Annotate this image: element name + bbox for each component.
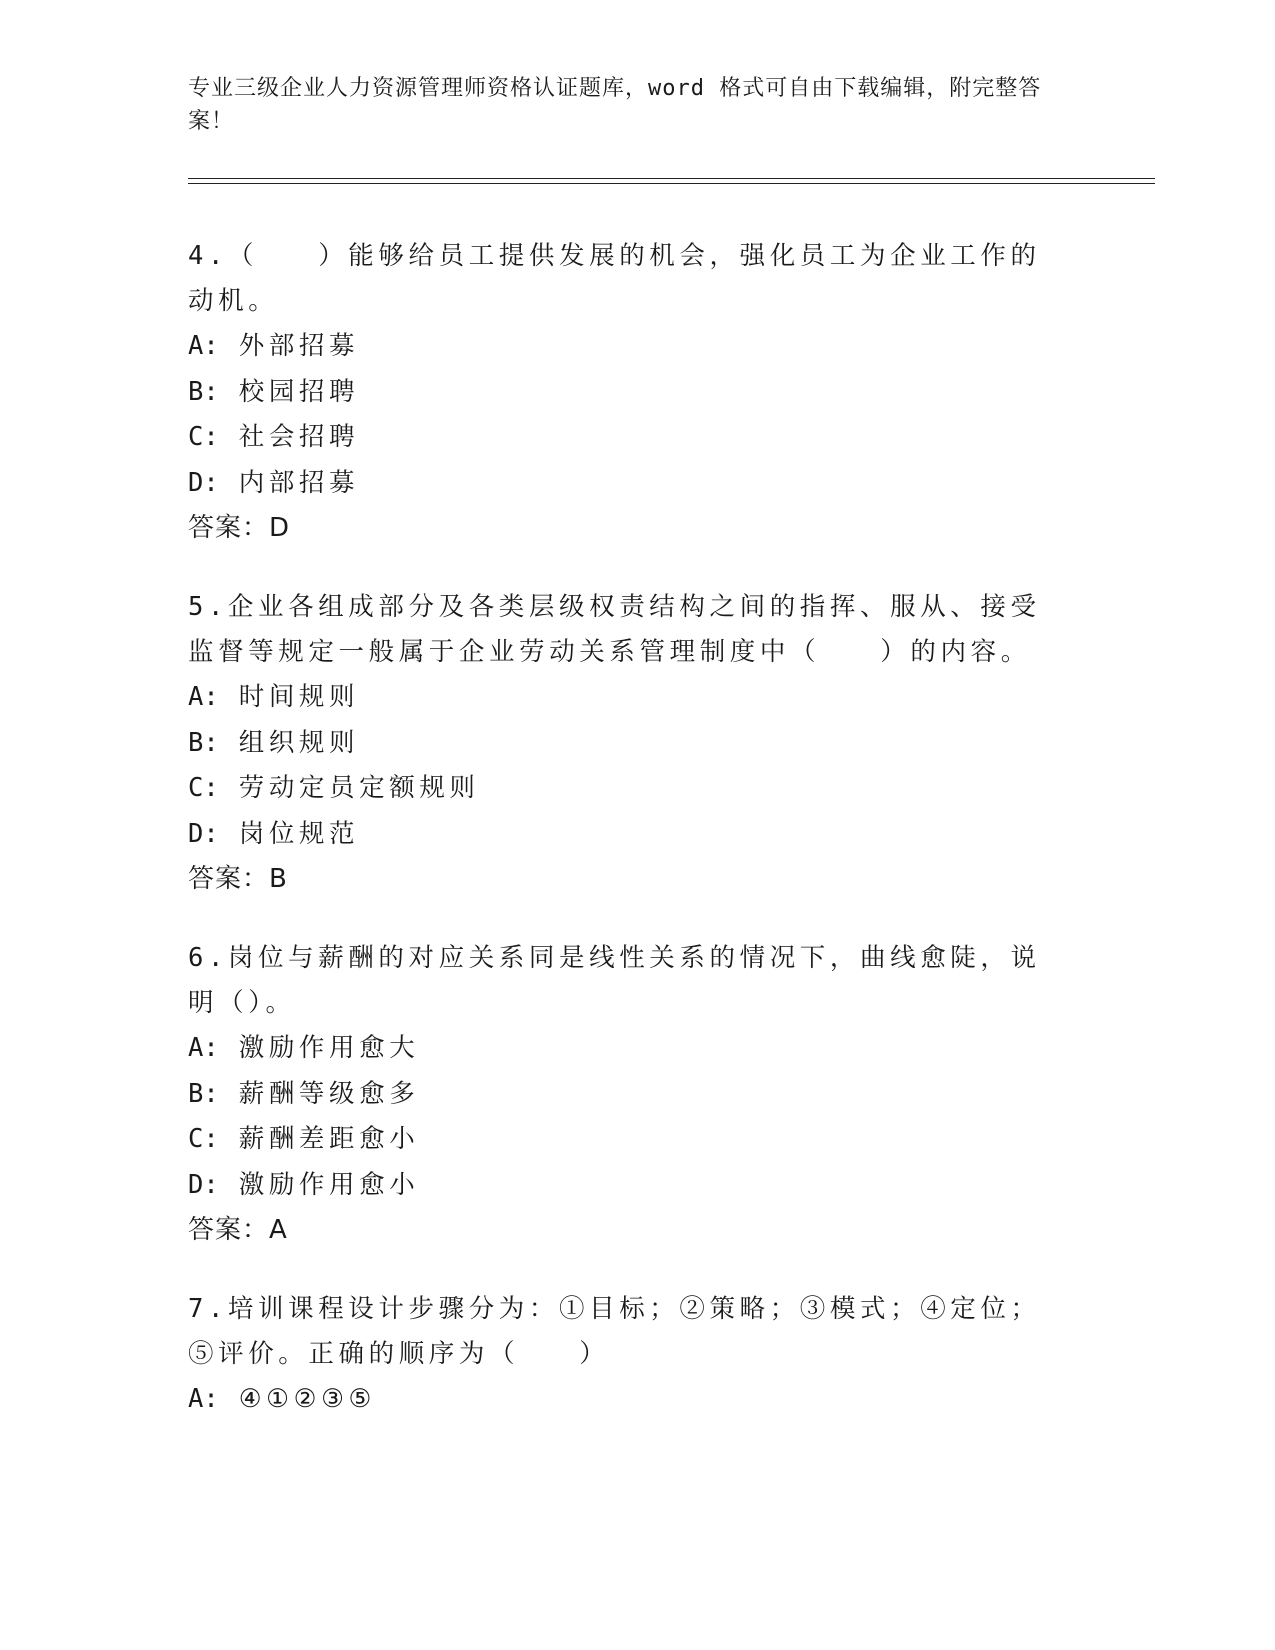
option-key: C:: [188, 773, 219, 803]
option-text: 外部招募: [238, 331, 360, 361]
answer-line: 答案：D: [188, 513, 291, 543]
option-text: 校园招聘: [238, 376, 360, 407]
page-header: 专业三级企业人力资源管理师资格认证题库，word 格式可自由下载编辑，附完整答案！: [188, 76, 1042, 134]
option-key: A:: [188, 1384, 219, 1414]
option-a: [188, 1377, 1068, 1423]
option-c: [188, 415, 1068, 461]
option-key: A:: [188, 331, 219, 361]
option-c: [188, 766, 1068, 812]
question-text: 5.企业各组成部分及各类层级权责结构之间的指挥、服从、接受监督等规定一般属于企业劳动关系管理制度中（ ）的内容。: [188, 592, 1041, 667]
option-a: [188, 324, 1068, 370]
option-b: [188, 370, 1068, 416]
option-text: ④①②③⑤: [238, 1384, 377, 1414]
answer-line: 答案：A: [188, 1215, 288, 1245]
question-text: 7.培训课程设计步骤分为：①目标；②策略；③模式；④定位；⑤评价。正确的顺序为（ ）: [188, 1294, 1041, 1369]
option-key: B:: [188, 376, 219, 407]
option-text: 激励作用愈大: [238, 1033, 420, 1063]
option-key: D:: [188, 818, 219, 849]
question-text: 6.岗位与薪酬的对应关系同是线性关系的情况下，曲线愈陡，说明（）。: [188, 943, 1041, 1018]
option-text: 激励作用愈小: [238, 1169, 420, 1200]
option-d: [188, 812, 1068, 858]
answer-line: 答案：B: [188, 864, 288, 894]
option-key: C:: [188, 1124, 219, 1154]
option-text: 内部招募: [238, 467, 360, 498]
question-5: [188, 585, 1068, 902]
option-key: D:: [188, 1169, 219, 1200]
question-6: [188, 936, 1068, 1253]
question-list: [188, 234, 1068, 1457]
option-text: 薪酬等级愈多: [238, 1078, 420, 1109]
option-a: [188, 1026, 1068, 1072]
option-key: C:: [188, 422, 219, 452]
option-text: 时间规则: [238, 682, 360, 712]
header-rule-top: [188, 178, 1155, 179]
option-d: [188, 461, 1068, 507]
option-key: A:: [188, 682, 219, 712]
option-text: 组织规则: [238, 727, 360, 758]
option-text: 薪酬差距愈小: [238, 1124, 420, 1154]
header-rule-bottom: [188, 183, 1155, 184]
option-key: A:: [188, 1033, 219, 1063]
option-text: 社会招聘: [238, 422, 360, 452]
option-text: 劳动定员定额规则: [238, 773, 480, 803]
option-d: [188, 1163, 1068, 1209]
option-key: D:: [188, 467, 219, 498]
option-a: [188, 675, 1068, 721]
option-c: [188, 1117, 1068, 1163]
option-b: [188, 721, 1068, 767]
option-b: [188, 1072, 1068, 1118]
option-text: 岗位规范: [238, 818, 360, 849]
question-text: 4.（ ）能够给员工提供发展的机会，强化员工为企业工作的动机。: [188, 241, 1041, 316]
option-key: B:: [188, 727, 219, 758]
option-key: B:: [188, 1078, 219, 1109]
question-4: [188, 234, 1068, 551]
question-7: [188, 1287, 1068, 1423]
